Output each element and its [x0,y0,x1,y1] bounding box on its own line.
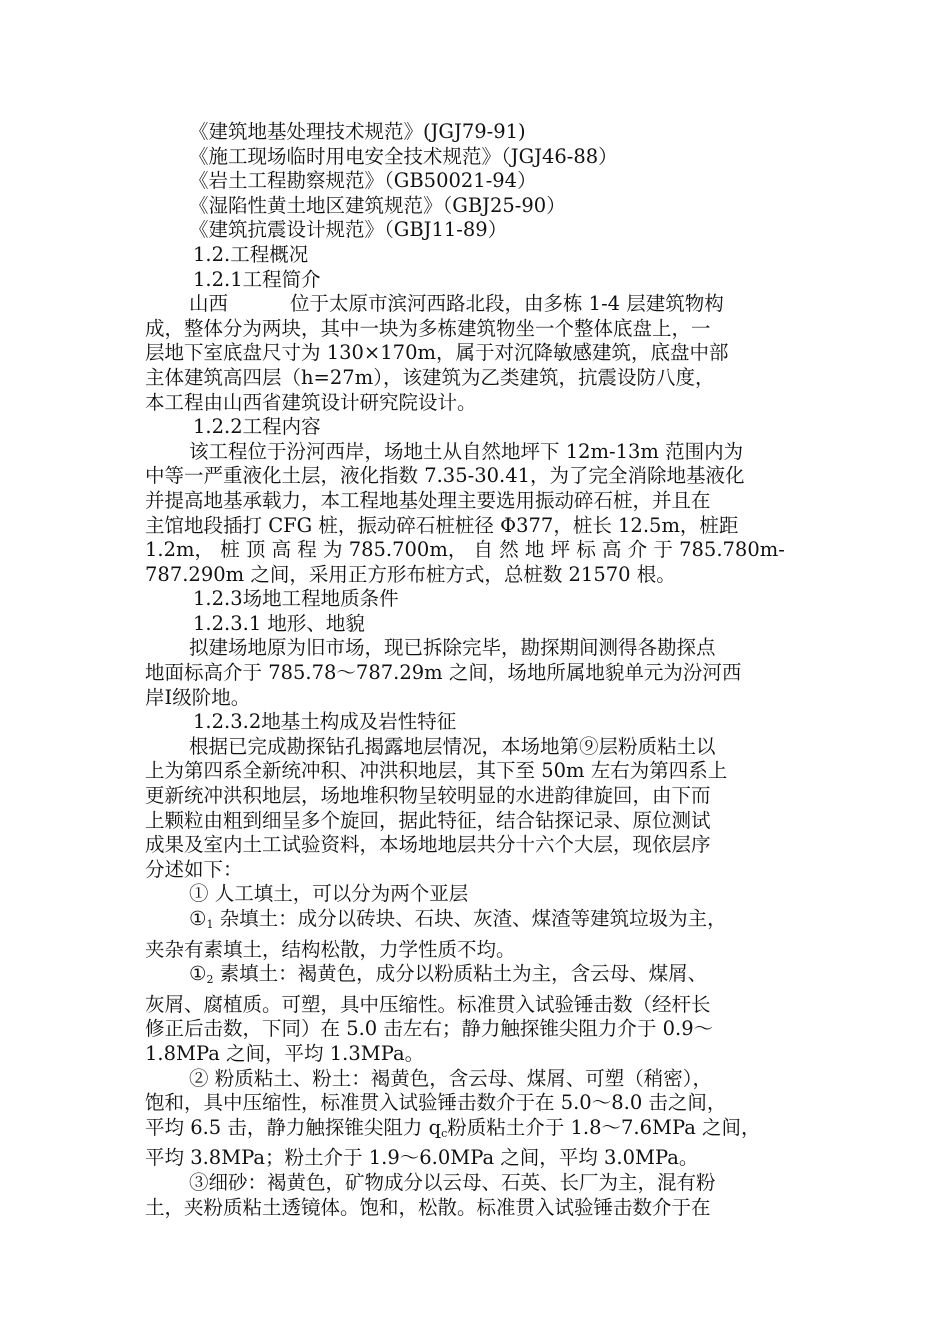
layer-sub-index: 1 [206,918,214,931]
section-heading-1-2-1: 1.2.1工程简介 [193,267,321,291]
text-line: 上颗粒由粗到细呈多个旋回，据此特征，结合钻探记录、原位测试 [145,808,711,832]
text-line: 上为第四系全新统冲积、冲洪积地层，其下至 50m 左右为第四系上 [145,759,728,783]
text-line: 灰屑、腐植质。可塑，具中压缩性。标准贯入试验锤击数（经杆长 [145,992,711,1016]
text-line: 中等一严重液化土层，液化指数 7.35-30.41，为了完全消除地基液化 [145,464,745,488]
text-line: 层地下室底盘尺寸为 130×170m，属于对沉降敏感建筑，底盘中部 [145,341,729,365]
text-line: 并提高地基承载力，本工程地基处理主要选用振动碎石桩，并且在 [145,488,711,512]
reference-list [145,120,807,243]
text-line: 1.8MPa 之间，平均 1.3MPa。 [145,1041,425,1065]
text-line: 该工程位于汾河西岸，场地土从自然地坪下 12m-13m 范围内为 [189,439,744,463]
text-line: 拟建场地原为旧市场，现已拆除完毕，勘探期间测得各勘探点 [189,636,716,660]
text-line: 夹杂有素填土，结构松散，力学性质不均。 [145,937,516,961]
text-line: 更新统冲洪积地层，场地堆积物呈较明显的水进韵律旋回，由下而 [145,784,711,808]
text-line: 地面标高介于 785.78～787.29m 之间，场地所属地貌单元为汾河西 [145,661,742,685]
layer-1-2-paragraph [145,962,807,1066]
document-page [145,120,807,1220]
reference-item: 《湿陷性黄土地区建筑规范》（GBJ25-90） [189,193,566,217]
reference-item: 《建筑抗震设计规范》（GBJ11-89） [189,218,508,242]
reference-item: 《建筑地基处理技术规范》(JGJ79-91) [189,120,526,143]
reference-item: 《岩土工程勘察规范》（GB50021-94） [189,169,537,193]
layer-text: 杂填土：成分以砖块、石块、灰渣、煤渣等建筑垃圾为主， [213,907,727,930]
text-line: 787.290m 之间，采用正方形布桩方式，总桩数 21570 根。 [145,562,676,586]
text-line: 本工程由山西省建筑设计研究院设计。 [145,390,477,414]
text-line: 修正后击数，下同）在 5.0 击左右；静力触探锥尖阻力介于 0.9～ [145,1017,714,1041]
text-line: 成，整体分为两块，其中一块为多栋建筑物坐一个整体底盘上，一 [145,316,711,340]
text-line: 1.2m， 桩 顶 高 程 为 785.700m， 自 然 地 坪 标 高 介 于 785.780m- [145,538,785,562]
text-line: 饱和，具中压缩性，标准贯入试验锤击数介于在 5.0～8.0 击之间， [145,1091,727,1115]
layer-mark: ① [189,962,207,986]
text-line: ② 粉质粘土、粉土：褐黄色，含云母、煤屑、可塑（稍密）， [189,1066,712,1090]
strata-paragraph [145,735,807,883]
text-line: 平均 3.8MPa；粉土介于 1.9～6.0MPa 之间，平均 3.0MPa。 [145,1146,699,1170]
layer-1-title: ① 人工填土，可以分为两个亚层 [189,882,469,906]
layer-mark: ① [189,907,207,930]
section-heading-1-2: 1.2.工程概况 [193,242,309,266]
terrain-paragraph [145,636,807,710]
section-heading-1-2-3-2: 1.2.3.2地基土构成及岩性特征 [193,710,457,734]
section-heading-1-2-2: 1.2.2工程内容 [193,415,321,439]
text-line: 山西 位于太原市滨河西路北段，由多栋 1-4 层建筑物构 [189,292,724,316]
section-heading-1-2-3: 1.2.3场地工程地质条件 [193,587,399,611]
text-line: 分述如下： [145,857,243,881]
section-heading-1-2-3-1: 1.2.3.1 地形、地貌 [193,611,365,635]
text-line: 根据已完成勘探钻孔揭露地层情况，本场地第⑨层粉质粘土以 [189,734,716,758]
layer-3-paragraph [145,1171,807,1220]
text-line: 土，夹粉质粘土透镜体。饱和，松散。标准贯入试验锤击数介于在 [145,1195,711,1219]
content-paragraph [145,440,807,588]
intro-paragraph [145,292,807,415]
text-line [145,907,807,938]
text-line: 成果及室内土工试验资料，本场地地层共分十六个大层，现依层序 [145,833,711,857]
layer-text: 素填土：褐黄色，成分以粉质粘土为主，含云母、煤屑、 [213,962,708,986]
reference-item: 《施工现场临时用电安全技术规范》（JGJ46-88） [189,144,618,168]
layer-sub-index: 2 [206,973,214,987]
text-fragment: 平均 6.5 击，静力触探锥尖阻力 q [145,1115,442,1139]
layer-2-paragraph [145,1067,807,1171]
text-line: 主体建筑高四层（h=27m），该建筑为乙类建筑，抗震设防八度， [145,365,715,389]
text-line: 岸Ⅰ级阶地。 [145,685,251,709]
text-line [145,1116,807,1147]
text-line: 主馆地段插打 CFG 桩，振动碎石桩桩径 Φ377，桩长 12.5m，桩距 [145,513,739,537]
text-line [145,962,807,993]
text-line: ③细砂：褐黄色，矿物成分以云母、石英、长厂为主，混有粉 [189,1170,716,1194]
text-fragment: 粉质粘土介于 1.8～7.6MPa 之间， [447,1115,761,1139]
subscript-c: c [441,1126,448,1140]
layer-1-1-paragraph [145,907,807,962]
